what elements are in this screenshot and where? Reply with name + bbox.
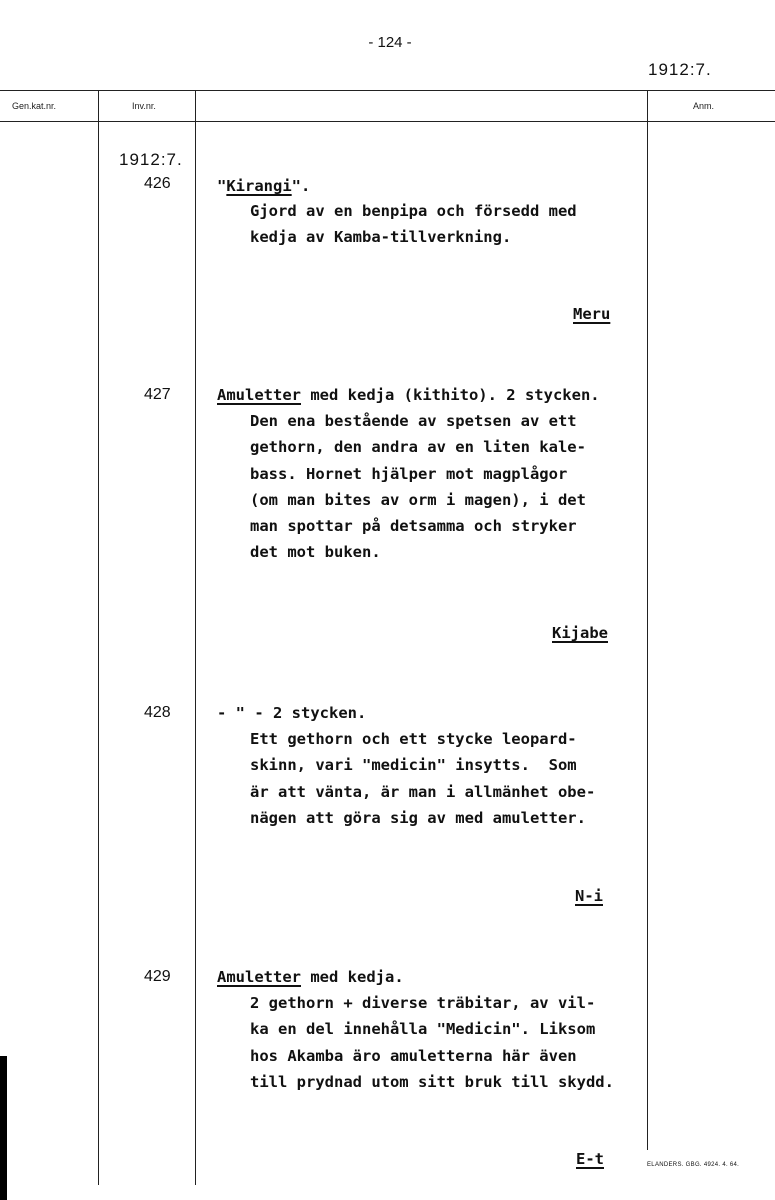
- scan-edge-mark: [0, 1056, 7, 1200]
- entry-description: [250, 408, 586, 566]
- header-top-rule: [0, 90, 775, 91]
- description-line: Den ena bestående av spetsen av ett: [250, 412, 577, 430]
- column-header-gen-kat: Gen.kat.nr.: [12, 101, 57, 111]
- entry-location: Kijabe: [552, 624, 608, 642]
- entry-location: Meru: [573, 305, 611, 323]
- entry-title: "Kirangi".: [217, 177, 311, 195]
- description-line: bass. Hornet hjälper mot magplågor: [250, 464, 568, 483]
- description-line: Gjord av en benpipa och försedd med: [250, 202, 577, 220]
- entry-description: [250, 990, 614, 1095]
- inventory-number: 426: [144, 175, 171, 192]
- entry-location: N-i: [575, 887, 603, 905]
- description-line: skinn, vari "medicin" insytts. Som: [250, 756, 577, 775]
- column-divider-2: [195, 90, 196, 1185]
- entry-description: [250, 726, 595, 831]
- description-line: ka en del innehålla "Medicin". Liksom: [250, 1020, 596, 1039]
- entry-description: [250, 198, 577, 251]
- description-line: 2 gethorn + diverse träbitar, av vil-: [250, 994, 596, 1012]
- description-line: kedja av Kamba-tillverkning.: [250, 228, 512, 247]
- entry-title: Amuletter med kedja.: [217, 968, 404, 986]
- description-line: Ett gethorn och ett stycke leopard-: [250, 730, 577, 748]
- column-header-anm: Anm.: [693, 101, 715, 111]
- column-divider-1: [98, 90, 99, 1185]
- entry-location: E-t: [576, 1150, 604, 1168]
- year-reference: 1912:7.: [648, 60, 712, 79]
- page-number: - 124 -: [368, 34, 412, 51]
- entry-title: Amuletter med kedja (kithito). 2 stycken.: [217, 386, 600, 404]
- description-line: nägen att göra sig av med amuletter.: [250, 808, 586, 827]
- entry-title: - " - 2 stycken.: [217, 704, 367, 722]
- inventory-number: 427: [144, 386, 171, 403]
- description-line: man spottar på detsamma och stryker: [250, 517, 577, 536]
- printer-imprint: ELANDERS. GBG. 4924. 4. 64.: [647, 1162, 740, 1168]
- description-line: gethorn, den andra av en liten kale-: [250, 438, 586, 457]
- header-bottom-rule: [0, 121, 775, 122]
- inventory-number: 429: [144, 968, 171, 985]
- description-line: hos Akamba äro amuletterna här även: [250, 1046, 577, 1065]
- column-divider-3: [647, 90, 648, 1150]
- inventory-number: 428: [144, 704, 171, 721]
- accession-number: 1912:7.: [119, 150, 183, 169]
- description-line: är att vänta, är man i allmänhet obe-: [250, 782, 596, 801]
- description-line: det mot buken.: [250, 543, 381, 562]
- column-header-inv: Inv.nr.: [132, 101, 156, 111]
- description-line: till prydnad utom sitt bruk till skydd.: [250, 1072, 614, 1091]
- description-line: (om man bites av orm i magen), i det: [250, 490, 586, 509]
